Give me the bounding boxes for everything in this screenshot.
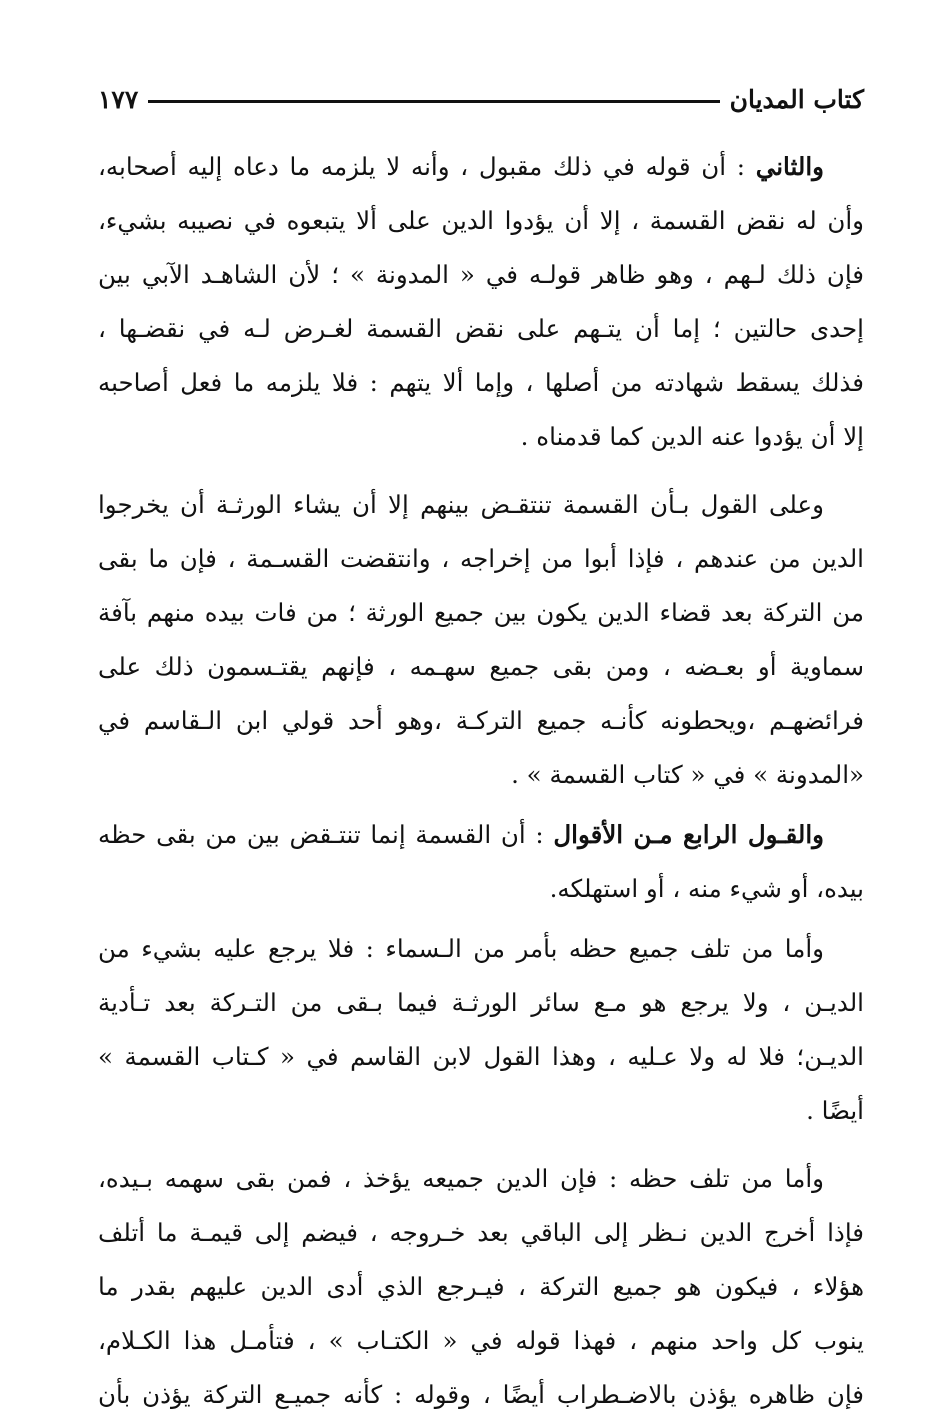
paragraph-3 <box>98 808 864 916</box>
text-line: سماوية أو بعـضه ، ومن بقى جميع سهـمه ، فإنهم يقتـسمون ذلك على <box>98 652 864 681</box>
text-line: أيضًا . <box>806 1096 864 1125</box>
text-line: «المدونة » في « كتاب القسمة » . <box>511 760 864 789</box>
text-line: وأن له نقض القسمة ، إلا أن يؤدوا الدين على ألا يتبعوه في نصيبه بشيء، <box>98 206 864 235</box>
text-line: هؤلاء ، فيكون هو جميع التركة ، فيـرجع الذي أدى الدين عليهم بقدر ما <box>98 1272 864 1301</box>
text-line: بيده، أو شيء منه ، أو استهلكه. <box>549 874 864 903</box>
paragraph-2 <box>98 478 864 802</box>
text-line: إحدى حالتين ؛ إما أن يتـهم على نقض القسمة لغـرض لـه في نقضـها ، <box>98 314 864 343</box>
text-line: فإذا أخرج الدين نـظر إلى الباقي بعد خـروجه ، فيضم إلى قيمـة ما أتلف <box>98 1218 864 1247</box>
page-number: ١٧٧ <box>98 84 139 114</box>
text-line: وعلى القول بـأن القسمة تنتقـض بينهم إلا أن يشاء الورثـة أن يخرجوا <box>98 490 824 519</box>
line-text: : أن القسمة إنما تنتـقض بين من بقى حظه <box>98 820 554 849</box>
paragraph-lead: والقـول الرابع مـن الأقوال <box>553 820 824 849</box>
text-line: وأما من تلف حظه : فإن الدين جميعه يؤخذ ، فمن بقى سهمه بـيده، <box>98 1164 824 1193</box>
header-rule <box>148 100 719 103</box>
text-line: ينوب كل واحد منهم ، فهذا قوله في « الكتـاب » ، فتأمـل هذا الكـلام، <box>98 1326 864 1355</box>
line-text: : أن قوله في ذلك مقبول ، وأنه لا يلزمه ما دعاه إليه أصحابه، <box>98 152 756 181</box>
text-line: الدين من عندهم ، فإذا أبوا من إخراجه ، وانتقضت القسـمة ، فإن ما بقى <box>98 544 864 573</box>
running-header <box>98 82 864 116</box>
paragraph-lead: والثاني <box>755 152 824 181</box>
text-line: فإن ذلك لـهم ، وهو ظاهر قولـه في « المدونة » ؛ لأن الشاهـد الآبي بين <box>98 260 864 289</box>
text-line: الديـن؛ فلا له ولا عـليه ، وهذا القول لابن القاسم في « كـتاب القسمة » <box>98 1042 864 1071</box>
text-line: من التركة بعد قضاء الدين يكون بين جميع الورثة ؛ من فات بيده منهم بآفة <box>98 598 864 627</box>
paragraph-1 <box>98 140 864 464</box>
text-line: إلا أن يؤدوا عنه الدين كما قدمناه . <box>520 422 864 451</box>
paragraph-4 <box>98 922 864 1138</box>
page-body <box>98 140 864 1428</box>
text-line: فرائضهـم ،ويحطونه كأنـه جميع التركـة ،وهو أحد قولي ابن الـقاسم في <box>98 706 864 735</box>
text-line: فإن ظاهره يؤذن بالاضـطراب أيضًا ، وقوله : كأنه جميـع التركة يؤذن بأن <box>98 1380 864 1409</box>
text-line <box>98 808 864 862</box>
paragraph-5 <box>98 1152 864 1422</box>
text-line: وأما من تلف جميع حظه بأمر من الـسماء : فلا يرجع عليه بشيء من <box>98 934 824 963</box>
text-line: الديـن ، ولا يرجع هو مـع سائر الورثـة فيما بـقى من التـركة بعد تـأدية <box>98 988 864 1017</box>
book-title: كتاب المديان <box>729 84 864 114</box>
text-line: فذلك يسقط شهادته من أصلها ، وإما ألا يتهم : فلا يلزمه ما فعل أصاحبه <box>98 368 864 397</box>
text-line <box>98 140 864 194</box>
